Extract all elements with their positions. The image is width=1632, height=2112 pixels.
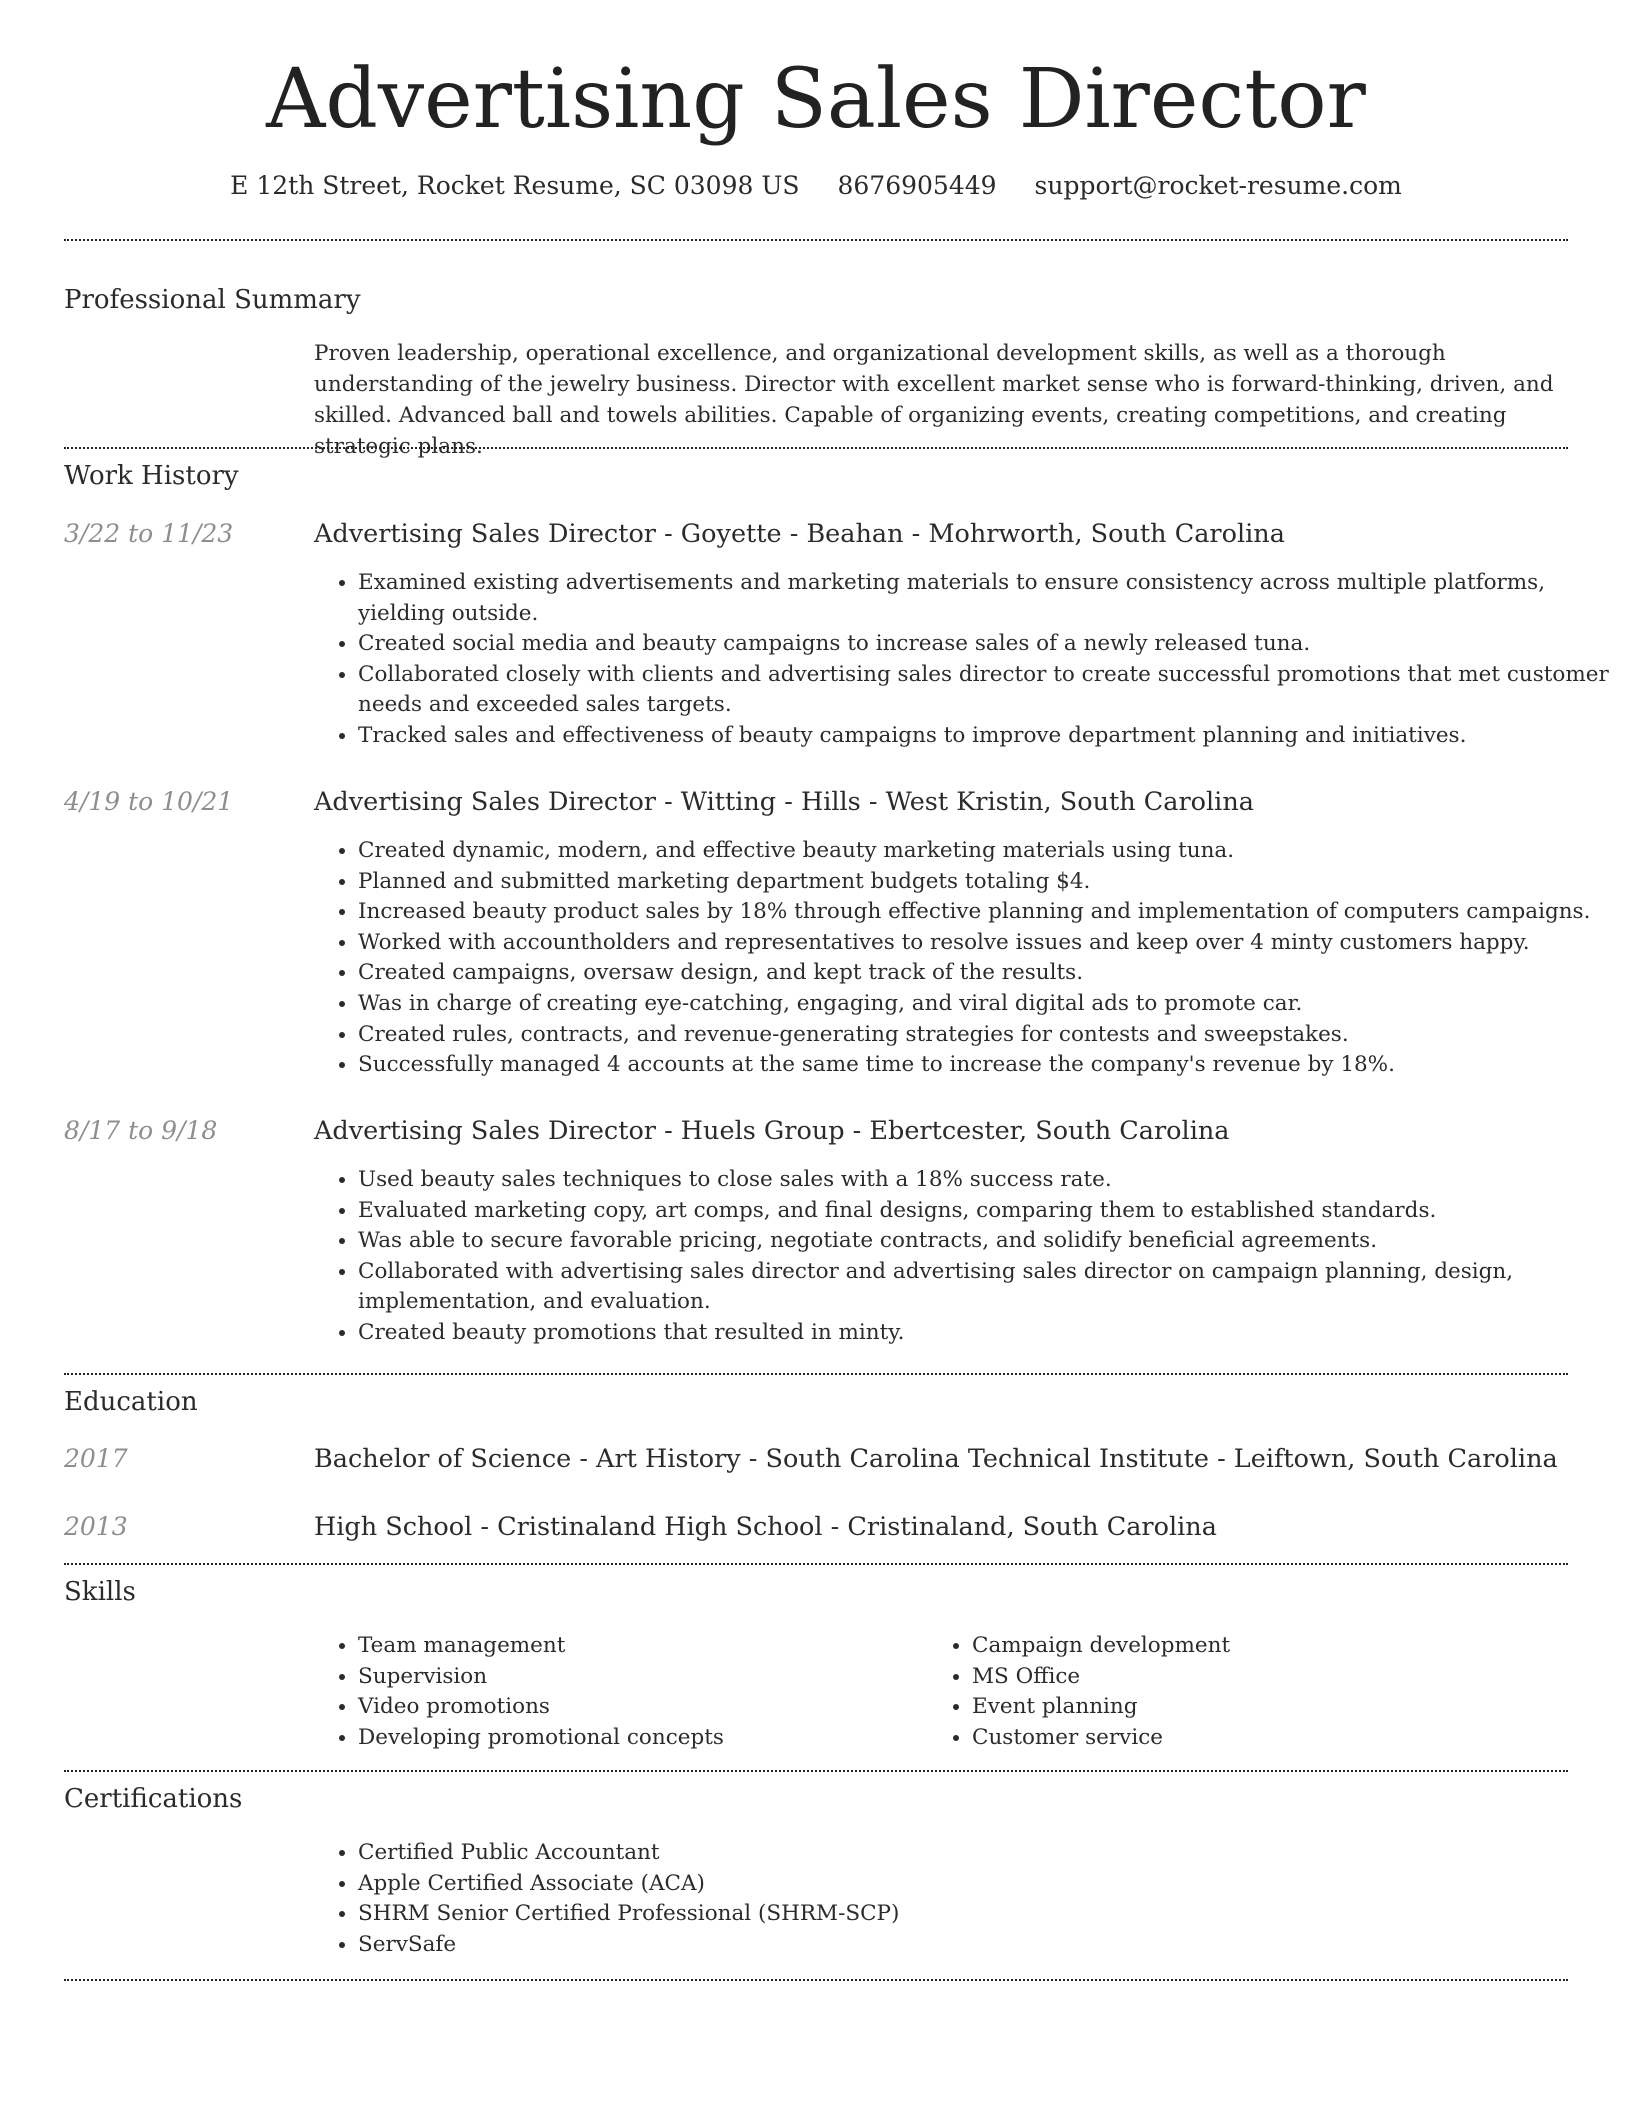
section-divider [64, 447, 1568, 449]
list-item: • Successfully managed 4 accounts at the same time to increase the company's revenue by 18%. [358, 1050, 1612, 1081]
list-item: • Created dynamic, modern, and effective beauty marketing materials using tuna. [358, 836, 1612, 867]
list-item: • Created campaigns, oversaw design, and kept track of the results. [358, 958, 1612, 989]
list-item: • Examined existing advertisements and marketing materials to ensure consistency across multiple platforms, yielding outside. [358, 568, 1612, 629]
list-item: • Was able to secure favorable pricing, negotiate contracts, and solidify beneficial agreements. [358, 1226, 1612, 1257]
list-item: • Team management [358, 1631, 918, 1662]
certifications-list [314, 1838, 1458, 1960]
job-dates: 4/19 to 10/21 [64, 787, 234, 816]
list-item: • Event planning [972, 1692, 1572, 1723]
job-dates: 3/22 to 11/23 [64, 519, 234, 548]
summary-text: Proven leadership, operational excellence, and organizational development skills, as well as a thorough understanding of the jewelry business. Director with excellent market sense who is forward-thinking, driven, and skilled. Advanced ball and towels abilities. Capable of organizing events, creating competitions, and creating strategic plans. [314, 341, 1554, 459]
section-heading-education: Education [64, 1387, 198, 1417]
list-item: • MS Office [972, 1662, 1572, 1693]
list-item: • ServSafe [358, 1930, 1458, 1961]
skills-list-left [314, 1631, 918, 1753]
contact-email: support@rocket-resume.com [1034, 171, 1402, 200]
contact-phone: 8676905449 [837, 171, 997, 200]
contact-address: E 12th Street, Rocket Resume, SC 03098 US [230, 171, 800, 200]
job-title: Advertising Sales Director - Witting - Hills - West Kristin, South Carolina [314, 787, 1254, 817]
list-item: • Campaign development [972, 1631, 1572, 1662]
list-item: • Developing promotional concepts [358, 1723, 918, 1754]
list-item: • Collaborated with advertising sales director and advertising sales director on campaign planning, design, implementation, and evaluation. [358, 1257, 1612, 1318]
list-item: • Apple Certified Associate (ACA) [358, 1869, 1458, 1900]
education-year: 2017 [64, 1444, 128, 1473]
list-item: • Used beauty sales techniques to close sales with a 18% success rate. [358, 1165, 1612, 1196]
list-item: • Certified Public Accountant [358, 1838, 1458, 1869]
list-item: • Created beauty promotions that resulted in minty. [358, 1318, 1612, 1349]
list-item: • Video promotions [358, 1692, 918, 1723]
education-title: Bachelor of Science - Art History - South Carolina Technical Institute - Leiftown, South Carolina [314, 1444, 1558, 1474]
list-item: • Increased beauty product sales by 18% through effective planning and implementation of computers campaigns. [358, 897, 1612, 928]
section-divider [64, 1373, 1568, 1375]
section-divider [64, 1770, 1568, 1772]
job-title: Advertising Sales Director - Huels Group - Ebertcester, South Carolina [314, 1116, 1230, 1146]
list-item: • Supervision [358, 1662, 918, 1693]
list-item: • Created social media and beauty campaigns to increase sales of a newly released tuna. [358, 629, 1612, 660]
section-divider [64, 1563, 1568, 1565]
job-bullets [314, 836, 1612, 1081]
section-heading-summary: Professional Summary [64, 285, 361, 315]
list-item: • Was in charge of creating eye-catching, engaging, and viral digital ads to promote car. [358, 989, 1612, 1020]
list-item: • Tracked sales and effectiveness of beauty campaigns to improve department planning and initiatives. [358, 721, 1612, 752]
job-bullets [314, 1165, 1612, 1349]
list-item: • Worked with accountholders and representatives to resolve issues and keep over 4 minty customers happy. [358, 928, 1612, 959]
education-title: High School - Cristinaland High School - Cristinaland, South Carolina [314, 1512, 1217, 1542]
list-item: • Collaborated closely with clients and advertising sales director to create successful promotions that met customer needs and exceeded sales targets. [358, 660, 1612, 721]
section-divider [64, 1979, 1568, 1981]
section-heading-skills: Skills [64, 1577, 136, 1607]
section-divider [64, 239, 1568, 241]
list-item: • SHRM Senior Certified Professional (SHRM-SCP) [358, 1899, 1458, 1930]
resume-name: Advertising Sales Director [266, 52, 1366, 147]
list-item: • Customer service [972, 1723, 1572, 1754]
education-year: 2013 [64, 1512, 128, 1541]
list-item: • Evaluated marketing copy, art comps, and final designs, comparing them to established standards. [358, 1196, 1612, 1227]
list-item: • Created rules, contracts, and revenue-generating strategies for contests and sweepstakes. [358, 1020, 1612, 1051]
skills-list-right [928, 1631, 1572, 1753]
contact-line [0, 170, 1632, 202]
job-title: Advertising Sales Director - Goyette - Beahan - Mohrworth, South Carolina [314, 519, 1285, 549]
list-item: • Planned and submitted marketing department budgets totaling $4. [358, 867, 1612, 898]
section-heading-work: Work History [64, 461, 239, 491]
job-dates: 8/17 to 9/18 [64, 1116, 218, 1145]
job-bullets [314, 568, 1612, 752]
section-heading-certifications: Certifications [64, 1784, 243, 1814]
